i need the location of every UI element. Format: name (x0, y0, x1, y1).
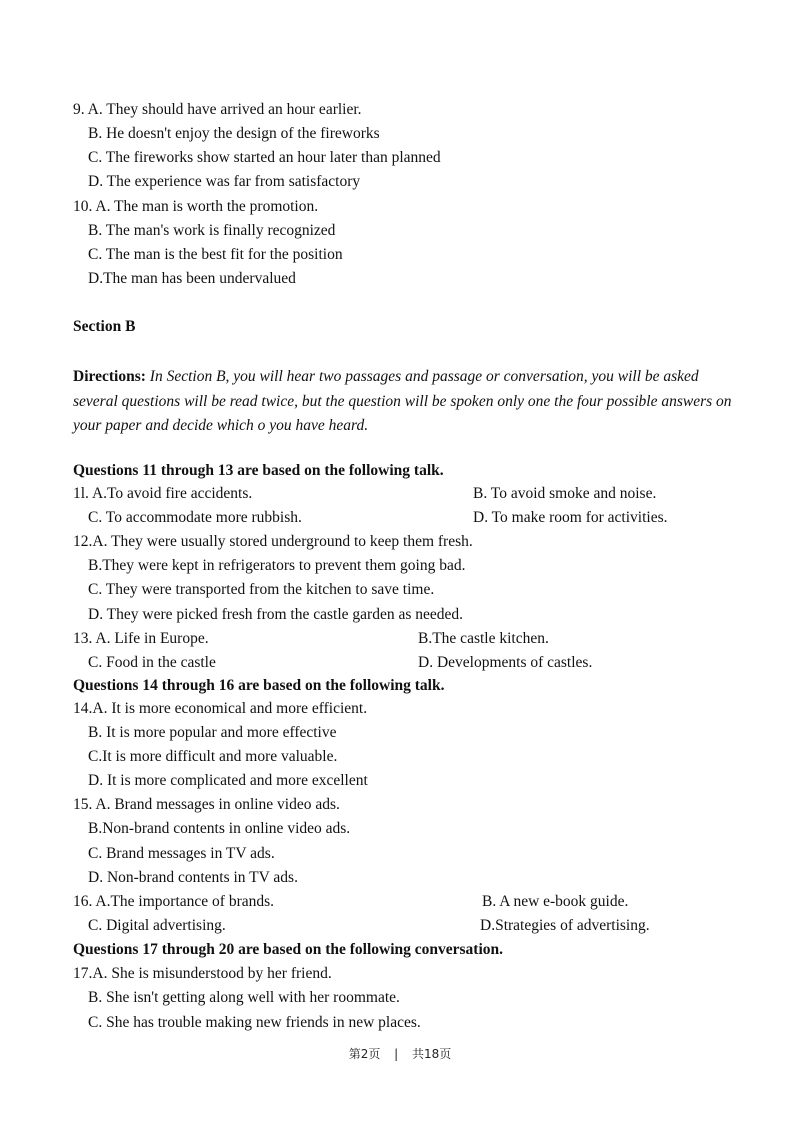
q10-option-d: D.The man has been undervalued (88, 270, 296, 287)
q10-option-c: C. The man is the best fit for the position (88, 246, 343, 263)
q15-option-a: 15. A. Brand messages in online video ads. (73, 796, 340, 813)
q17-option-b: B. She isn't getting along well with her roommate. (88, 989, 400, 1006)
q9-option-d: D. The experience was far from satisfactory (88, 173, 361, 190)
q13-option-b: B.The castle kitchen. (418, 630, 549, 647)
group-heading-17-20: Questions 17 through 20 are based on the following conversation. (73, 941, 504, 958)
q12-option-c: C. They were transported from the kitchen to save time. (88, 581, 435, 598)
page-footer (0, 1045, 800, 1062)
q11-option-c: C. To accommodate more rubbish. (88, 509, 302, 526)
q10-option-b: B. The man's work is finally recognized (88, 222, 336, 239)
q9-option-c: C. The fireworks show started an hour later than planned (88, 149, 441, 166)
q14-option-a: 14.A. It is more economical and more efficient. (73, 700, 368, 717)
q9-option-a: 9. A. They should have arrived an hour earlier. (73, 101, 362, 118)
q9-option-b: B. He doesn't enjoy the design of the fireworks (88, 125, 380, 142)
q11-option-b: B. To avoid smoke and noise. (473, 485, 657, 502)
q15-option-b: B.Non-brand contents in online video ads. (88, 820, 351, 837)
q16-option-b: B. A new e-book guide. (482, 893, 629, 910)
q11-option-d: D. To make room for activities. (473, 509, 668, 526)
page-number: 第2页 (348, 1047, 381, 1061)
q10-option-a: 10. A. The man is worth the promotion. (73, 198, 319, 215)
q12-option-d: D. They were picked fresh from the castle garden as needed. (88, 606, 463, 623)
q15-option-c: C. Brand messages in TV ads. (88, 845, 275, 862)
q14-option-b: B. It is more popular and more effective (88, 724, 337, 741)
footer-separator: | (394, 1047, 399, 1061)
page-total: 共18页 (412, 1047, 452, 1061)
q16-option-a: 16. A.The importance of brands. (73, 893, 275, 910)
directions-text: In Section B, you will hear two passages and passage or conversation, you will be asked several questions will be read twice, but the question will be spoken only one the four possible answers on your paper and decide which o you have heard. (73, 368, 732, 434)
section-directions (73, 365, 733, 439)
q16-option-d: D.Strategies of advertising. (480, 917, 650, 934)
section-title: Section B (73, 318, 136, 335)
q13-option-c: C. Food in the castle (88, 654, 216, 671)
directions-label: Directions: (73, 368, 146, 385)
q16-option-c: C. Digital advertising. (88, 917, 226, 934)
q14-option-c: C.It is more difficult and more valuable. (88, 748, 338, 765)
q12-option-b: B.They were kept in refrigerators to prevent them going bad. (88, 557, 466, 574)
q14-option-d: D. It is more complicated and more excellent (88, 772, 368, 789)
group-heading-11-13: Questions 11 through 13 are based on the following talk. (73, 462, 444, 479)
q12-option-a: 12.A. They were usually stored underground to keep them fresh. (73, 533, 473, 550)
q13-option-a: 13. A. Life in Europe. (73, 630, 209, 647)
q15-option-d: D. Non-brand contents in TV ads. (88, 869, 298, 886)
q17-option-c: C. She has trouble making new friends in new places. (88, 1014, 421, 1031)
q13-option-d: D. Developments of castles. (418, 654, 593, 671)
q11-option-a: 1l. A.To avoid fire accidents. (73, 485, 253, 502)
group-heading-14-16: Questions 14 through 16 are based on the following talk. (73, 677, 445, 694)
q17-option-a: 17.A. She is misunderstood by her friend. (73, 965, 332, 982)
